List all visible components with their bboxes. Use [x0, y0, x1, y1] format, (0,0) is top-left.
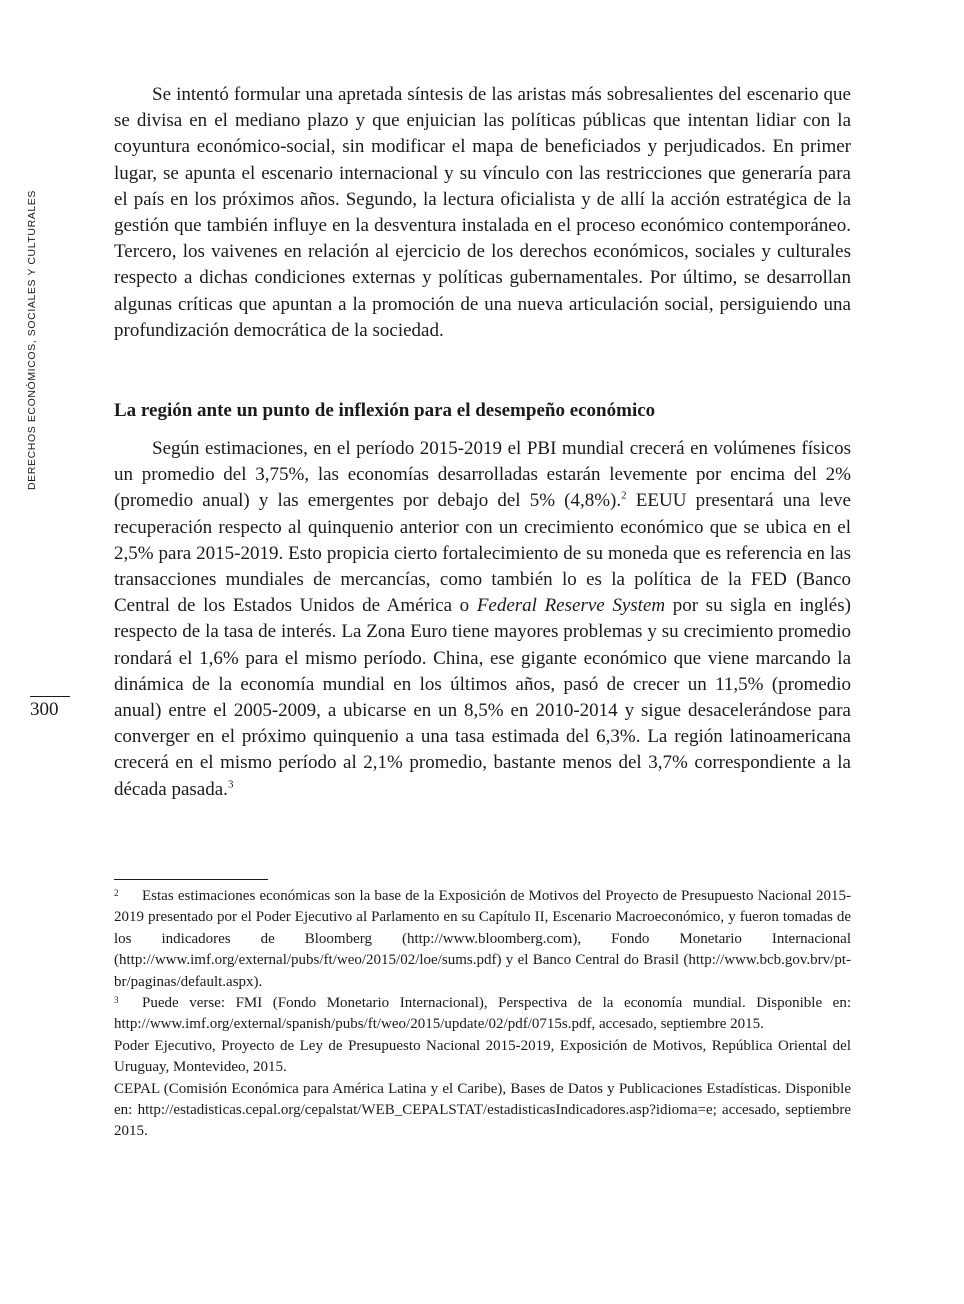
italic-term: Federal Reserve System	[476, 595, 666, 617]
body-text-part-2: EEUU presentará una leve recuperación respecto al quinquenio anterior con un crecimiento económico que se ubica en el 2,5% para 2015-2019. Esto propicia cierto fortalecimiento de su moneda que es referencia en las transacciones mundiales de mercancías, como también lo es la política de la FED (Banco Central de los Estados Unidos de América o	[114, 490, 851, 617]
footnote-text: Estas estimaciones económicas son la base de la Exposición de Motivos del Proyecto de Presupuesto Nacional 2015-2019 presentado por el Poder Ejecutivo al Parlamento en su Capítulo II, Escenario Macroeconómico, y fueron tomadas de los indicadores de Bloomberg (http://www.bloomberg.com), Fondo Monetario Internacional (http://www.imf.org/external/pubs/ft/weo/2015/02/loe/sums.pdf) y el Banco Central do Brasil (http://www.bcb.gov.brv/pt-br/paginas/default.aspx).	[114, 888, 851, 990]
body-text-part-3: por su sigla en inglés) respecto de la tasa de interés. La Zona Euro tiene mayores problemas y su crecimiento promedio rondará el 1,6% para el mismo período. China, ese gigante económico que viene marcando la dinámica de la economía mundial en los últimos años, pasó de crecer un 11,5% (promedio anual) entre el 2005-2009, a ubicarse en un 8,5% en 2010-2014 y sigue desacelerándose para converger en el próximo quinquenio a una tasa estimada del 6,3%. La región latinoamericana crecerá en el mismo período al 2,1% promedio, bastante menos del 3,7% correspondiente a la década pasada.	[114, 595, 851, 800]
main-content	[114, 82, 851, 803]
footnote-3	[114, 993, 851, 1036]
footnote-ref-3[interactable]: 3	[227, 778, 234, 791]
reference-entry: Poder Ejecutivo, Proyecto de Ley de Presupuesto Nacional 2015-2019, Exposición de Motivos, República Oriental del Uruguay, Montevideo, 2015.	[114, 1037, 851, 1076]
intro-paragraph: Se intentó formular una apretada síntesis de las aristas más sobresalientes del escenario que se divisa en el mediano plazo y que enjuician las políticas públicas que intentan lidiar con la coyuntura económico-social, sin modificar el mapa de beneficiados y perjudicados. En primer lugar, se apunta el escenario internacional y su vínculo con las restricciones que generaría para el país en los próximos años. Segundo, la lectura oficialista y de allí la acción estratégica de la gestión que también influye en la desventura instalada en el proceso económico contemporáneo. Tercero, los vaivenes en relación al ejercicio de los derechos económicos, sociales y culturales respecto a dichas condiciones externas y políticas gubernamentales. Por último, se desarrollan algunas críticas que apuntan a la promoción de una nueva articulación social, persiguiendo una profundización democrática de la sociedad.	[114, 84, 851, 341]
footnote-2	[114, 886, 851, 993]
page-number-rule	[30, 696, 70, 697]
footnote-mark: 3	[114, 995, 119, 1006]
footnote-ref-2[interactable]: 2	[621, 490, 627, 503]
footnotes	[114, 886, 851, 1143]
footnote-mark: 2	[114, 888, 119, 898]
body-paragraph	[114, 436, 851, 803]
body-text-part-1: Según estimaciones, en el período 2015-2019 el PBI mundial crecerá en volúmenes físicos un promedio del 3,75%, las economías desarrolladas estarán levemente por encima del 2% (promedio anual) y las emergentes por debajo del 5% (4,8%).	[114, 438, 851, 512]
footnote-text: Puede verse: FMI (Fondo Monetario Internacional), Perspectiva de la economía mundial. Disponible en: http://www.imf.org/external/spanish/pubs/ft/weo/2015/update/02/pdf/0715s.pdf, accesado, septiembre 2015.	[114, 995, 851, 1033]
reference-entry: CEPAL (Comisión Económica para América Latina y el Caribe), Bases de Datos y Publicaciones Estadísticas. Disponible en: http://estadisticas.cepal.org/cepalstat/WEB_CEPALSTAT/estadisticasIndicadores.asp?idioma=e; accesado, septiembre 2015.	[114, 1080, 851, 1140]
running-header: DERECHOS ECONÓMICOS, SOCIALES Y CULTURALES	[26, 189, 38, 490]
section-title: La región ante un punto de inflexión para el desempeño económico	[114, 400, 656, 422]
page-number: 300	[30, 699, 59, 720]
footnote-separator	[114, 879, 268, 880]
